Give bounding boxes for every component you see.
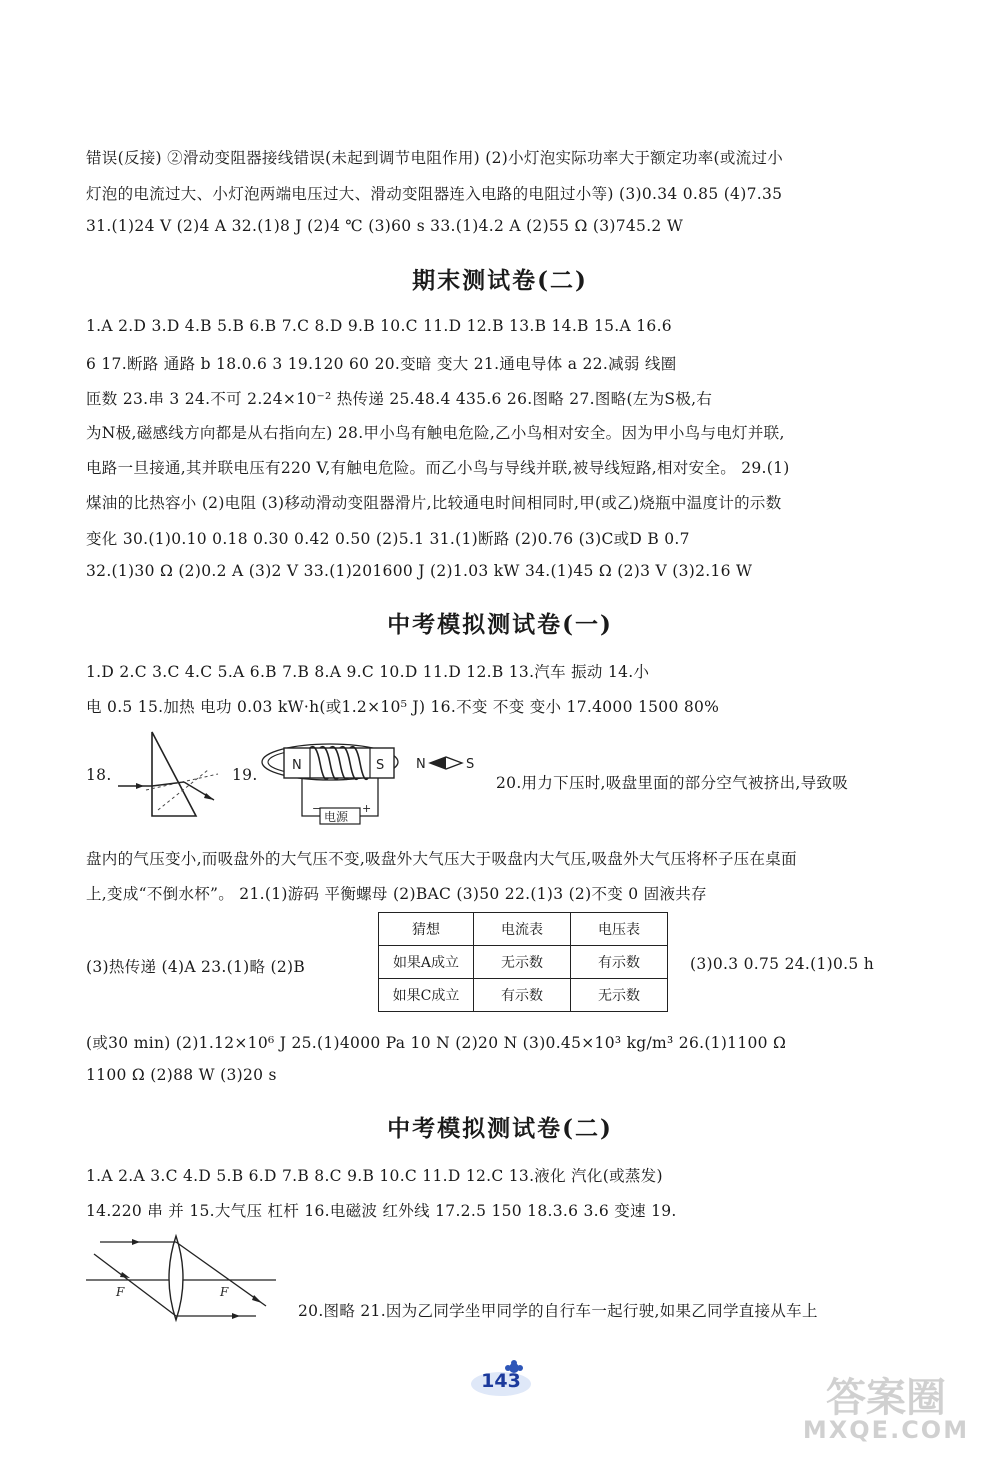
section-title: 中考模拟测试卷(一) — [387, 611, 613, 638]
compass-s-label: S — [466, 757, 475, 772]
answer-line: 电 0.5 15.加热 电功 0.03 kW·h(或1.2×10⁵ J) 16.不变 不变 变小 17.4000 1500 80% — [86, 698, 720, 716]
table-cell: 无示数 — [571, 979, 668, 1012]
question-label: 18. — [86, 766, 112, 784]
focus-right-label: F — [220, 1285, 229, 1299]
answer-line: 匝数 23.串 3 24.不可 2.24×10⁻² 热传递 25.48.4 435.6 26.图略 27.图略(左为S极,右 — [86, 390, 713, 408]
table-header-cell: 电压表 — [571, 913, 668, 946]
coil-s-label: S — [376, 758, 385, 773]
answer-line: 20.用力下压时,吸盘里面的部分空气被挤出,导致吸 — [496, 774, 849, 792]
watermark-text-top: 答案圈 — [826, 1375, 946, 1421]
circuit-fault-table — [378, 912, 668, 1012]
section-title: 中考模拟测试卷(二) — [387, 1115, 613, 1142]
table-cell: 如果C成立 — [379, 979, 474, 1012]
table-cell: 有示数 — [571, 946, 668, 979]
plus-terminal: + — [362, 802, 372, 815]
answer-line: 灯泡的电流过大、小灯泡两端电压过大、滑动变阻器连入电路的电阻过小等) (3)0.34 0.85 (4)7.35 — [86, 185, 783, 203]
page-number: 143 — [481, 1370, 521, 1392]
table-cell: 如果A成立 — [379, 946, 474, 979]
answer-line: 32.(1)30 Ω (2)0.2 A (3)2 V 33.(1)201600 J (2)1.03 kW 34.(1)45 Ω (2)3 V (3)2.16 W — [86, 562, 753, 580]
table-cell: 有示数 — [474, 979, 571, 1012]
focus-left-label: F — [116, 1285, 125, 1299]
table-row — [379, 946, 668, 979]
answer-line: 为N极,磁感线方向都是从右指向左) 28.甲小鸟有触电危险,乙小鸟相对安全。因为甲小鸟与电灯并联, — [86, 424, 785, 442]
answer-line: 电路一旦接通,其并联电压有220 V,有触电危险。而乙小鸟与导线并联,被导线短路,相对安全。 29.(1) — [86, 459, 790, 477]
answer-line: 1.A 2.D 3.D 4.B 5.B 6.B 7.C 8.D 9.B 10.C 11.D 12.B 13.B 14.B 15.A 16.6 — [86, 317, 672, 335]
answer-line: 14.220 串 并 15.大气压 杠杆 16.电磁波 红外线 17.2.5 150 18.3.6 3.6 变速 19. — [86, 1202, 677, 1220]
watermark-text-bottom: MXQE.COM — [802, 1416, 970, 1444]
watermark-logo — [776, 1360, 996, 1455]
answer-line: 1.A 2.A 3.C 4.D 5.B 6.D 7.B 8.C 9.B 10.C 11.D 12.C 13.液化 汽化(或蒸发) — [86, 1167, 663, 1185]
section-title: 期末测试卷(二) — [412, 267, 588, 294]
answer-line: 20.图略 21.因为乙同学坐甲同学的自行车一起行驶,如果乙同学直接从车上 — [298, 1302, 818, 1320]
answer-line: 上,变成“不倒水杯”。 21.(1)游码 平衡螺母 (2)BAC (3)50 22.(1)3 (2)不变 0 固液共存 — [86, 885, 707, 903]
table-header-cell: 电流表 — [474, 913, 571, 946]
answer-line: 煤油的比热容小 (2)电阻 (3)移动滑动变阻器滑片,比较通电时间相同时,甲(或乙)烧瓶中温度计的示数 — [86, 494, 782, 512]
power-source-label: 电源 — [324, 810, 349, 824]
answer-line: (3)热传递 (4)A 23.(1)略 (2)B — [86, 958, 306, 976]
table-header-cell: 猜想 — [379, 913, 474, 946]
prism-refraction-diagram — [118, 726, 228, 826]
answer-line: 1.D 2.C 3.C 4.C 5.A 6.B 7.B 8.A 9.C 10.D 11.D 12.B 13.汽车 振动 14.小 — [86, 663, 650, 681]
answer-line: (或30 min) (2)1.12×10⁶ J 25.(1)4000 Pa 10 N (2)20 N (3)0.45×10³ kg/m³ 26.(1)1100 Ω — [86, 1034, 787, 1052]
answer-line: 6 17.断路 通路 b 18.0.6 3 19.120 60 20.变暗 变大 21.通电导体 a 22.减弱 线圈 — [86, 355, 677, 373]
answer-line: 31.(1)24 V (2)4 A 32.(1)8 J (2)4 ℃ (3)60 s 33.(1)4.2 A (2)55 Ω (3)745.2 W — [86, 217, 684, 235]
page-number-badge — [466, 1360, 536, 1398]
table-cell: 无示数 — [474, 946, 571, 979]
minus-terminal: − — [312, 802, 322, 815]
convex-lens-diagram — [86, 1232, 278, 1324]
answer-line: 变化 30.(1)0.10 0.18 0.30 0.42 0.50 (2)5.1 31.(1)断路 (2)0.76 (3)C或D B 0.7 — [86, 530, 690, 548]
coil-n-label: N — [292, 758, 302, 773]
answer-line: 1100 Ω (2)88 W (3)20 s — [86, 1066, 277, 1084]
question-label: 19. — [232, 766, 258, 784]
table-header-row — [379, 913, 668, 946]
compass-n-label: N — [416, 757, 426, 772]
answer-line: 错误(反接) ②滑动变阻器接线错误(未起到调节电阻作用) (2)小灯泡实际功率大于额定功率(或流过小 — [86, 149, 784, 167]
answer-line: 盘内的气压变小,而吸盘外的大气压不变,吸盘外大气压大于吸盘内大气压,吸盘外大气压将杯子压在桌面 — [86, 850, 797, 868]
answer-line: (3)0.3 0.75 24.(1)0.5 h — [690, 955, 875, 973]
table-row — [379, 979, 668, 1012]
solenoid-diagram — [258, 726, 488, 828]
